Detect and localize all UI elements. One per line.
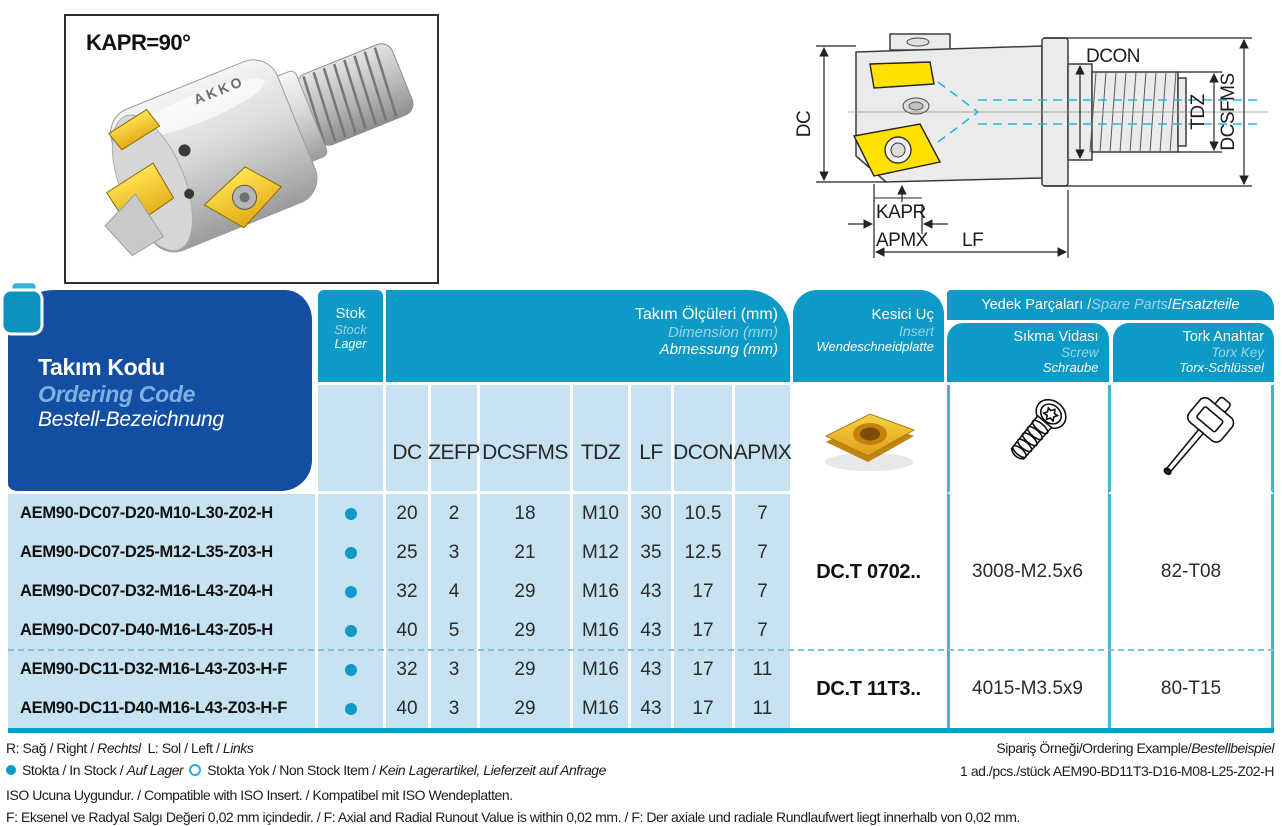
stock-column-header: Stok Stock Lager: [318, 290, 383, 385]
spare-parts-header-group: [947, 290, 1274, 385]
table-row: AEM90-DC11-D40-M16-L43-Z03-H-F 40 3 29 M16 43 17 11: [8, 689, 790, 728]
column-header-dcon: DCON: [674, 385, 732, 494]
ordering-code: AEM90-DC11-D32-M16-L43-Z03-H-F: [8, 650, 315, 689]
table-row: AEM90-DC11-D32-M16-L43-Z03-H-F 32 3 29 M16 43 17 11: [8, 650, 790, 689]
ordering-code: AEM90-DC07-D32-M16-L43-Z04-H: [8, 572, 315, 611]
product-table: [8, 290, 1274, 728]
ordering-code: AEM90-DC11-D40-M16-L43-Z03-H-F: [8, 689, 315, 728]
row-group-dashed-separator: [8, 649, 1274, 651]
stock-cell: [318, 689, 383, 728]
ordering-example-line: 1 ad./pcs./stück AEM90-BD11T3-D16-M08-L25-Z02-H: [960, 763, 1274, 779]
torx-key-column-header: Tork Anahtar Torx Key Torx-Schlüssel: [1113, 323, 1275, 382]
dim-label-kapr: KAPR: [876, 202, 926, 223]
note-runout: F: Eksenel ve Radyal Salgı Değeri 0,02 mm içindedir. / F: Axial and Radial Runout Value is within 0,02 mm. / F: Der axiale und radiale Rundlaufwert liegt innerhalb von 0,02 mm.: [6, 809, 1020, 825]
spare-parts-band: Yedek Parçaları / Spare Parts / Ersatzteile: [947, 290, 1274, 320]
dim-label-dcsfms: DCSFMS: [1218, 73, 1239, 151]
stock-dot-icon: [345, 625, 357, 637]
stock-dot-icon: [345, 508, 357, 520]
ordering-code: AEM90-DC07-D20-M10-L30-Z02-H: [8, 494, 315, 533]
dimensions-header: Takım Ölçüleri (mm) Dimension (mm) Abmessung (mm): [386, 290, 790, 385]
column-header-apmx: APMX: [735, 385, 790, 494]
insert-code: DC.T 0702..: [793, 494, 944, 650]
screw-drawing-icon: [963, 388, 1093, 488]
non-stock-dot-icon: [189, 764, 201, 776]
brand-text: AKKO: [191, 72, 247, 108]
table-row: AEM90-DC07-D20-M10-L30-Z02-H 20 2 18 M10 30 10.5 7: [8, 494, 790, 533]
dim-label-lf: LF: [962, 230, 984, 251]
stock-subheader-cell: [318, 385, 383, 494]
screw-code: 4015-M3.5x9: [947, 650, 1105, 728]
screw-column-header: Sıkma Vidası Screw Schraube: [947, 323, 1109, 382]
stock-cell: [318, 650, 383, 689]
column-header-lf: LF: [631, 385, 671, 494]
screw-drawing-cell: [947, 385, 1105, 494]
table-row: AEM90-DC07-D25-M12-L35-Z03-H 25 3 21 M12 35 12.5 7: [8, 533, 790, 572]
stock-dot-icon: [345, 586, 357, 598]
note-right-left: R: Sağ / Right / Rechtsl L: Sol / Left / Links: [6, 740, 254, 756]
stock-dot-icon: [345, 547, 357, 559]
table-row: AEM90-DC07-D40-M16-L43-Z05-H 40 5 29 M16 43 17 7: [8, 611, 790, 650]
dim-label-dcon: DCON: [1086, 46, 1140, 67]
insert-code: DC.T 11T3..: [793, 650, 944, 728]
torx-key-drawing-icon: [1121, 388, 1261, 488]
insert-column-header: Kesici Uç Insert Wendeschneidplatte: [793, 290, 944, 385]
stock-cell: [318, 533, 383, 572]
table-row: AEM90-DC07-D32-M16-L43-Z04-H 32 4 29 M16 43 17 7: [8, 572, 790, 611]
dim-label-dc: DC: [794, 110, 815, 138]
dim-label-apmx: APMX: [876, 230, 928, 251]
ordering-code-header: [8, 290, 315, 494]
technical-drawing: [790, 6, 1282, 274]
insert-photo-icon: [808, 396, 930, 480]
stock-dot-icon: [345, 664, 357, 676]
stock-cell: [318, 494, 383, 533]
column-header-tdz: TDZ: [573, 385, 628, 494]
stock-cell: [318, 611, 383, 650]
ordering-code: AEM90-DC07-D40-M16-L43-Z05-H: [8, 611, 315, 650]
column-header-dc: DC: [386, 385, 428, 494]
dim-label-tdz: TDZ: [1188, 94, 1209, 130]
cutter-photo-box: [64, 14, 439, 284]
note-iso-compatibility: ISO Ucuna Uygundur. / Compatible with ISO Insert. / Kompatibel mit ISO Wendeplatten.: [6, 787, 513, 803]
kapr-angle-label: KAPR=90°: [86, 30, 191, 55]
ordering-code: AEM90-DC07-D25-M12-L35-Z03-H: [8, 533, 315, 572]
screw-code: 3008-M2.5x6: [947, 494, 1105, 650]
stock-dot-icon: [345, 703, 357, 715]
table-bottom-border: [8, 728, 1274, 733]
torx-key-code: 82-T08: [1108, 494, 1274, 650]
catalog-tab-icon: [0, 280, 46, 336]
ordering-example-title: Sipariş Örneği/Ordering Example/Bestellbeispiel: [996, 740, 1274, 756]
insert-photo-cell: [793, 385, 944, 494]
torx-key-code: 80-T15: [1108, 650, 1274, 728]
note-stock-legend: Stokta / In Stock / Auf Lager Stokta Yok / Non Stock Item / Kein Lagerartikel, Lieferzeit auf Anfrage: [6, 762, 606, 778]
header-en: Ordering Code: [38, 381, 196, 407]
in-stock-dot-icon: [6, 765, 16, 775]
header-tr: Takım Kodu: [38, 354, 165, 380]
column-header-zefp: ZEFP: [431, 385, 477, 494]
column-header-dcsfms: DCSFMS: [480, 385, 570, 494]
stock-cell: [318, 572, 383, 611]
header-de: Bestell-Bezeichnung: [38, 408, 224, 431]
torx-key-drawing-cell: [1108, 385, 1274, 494]
